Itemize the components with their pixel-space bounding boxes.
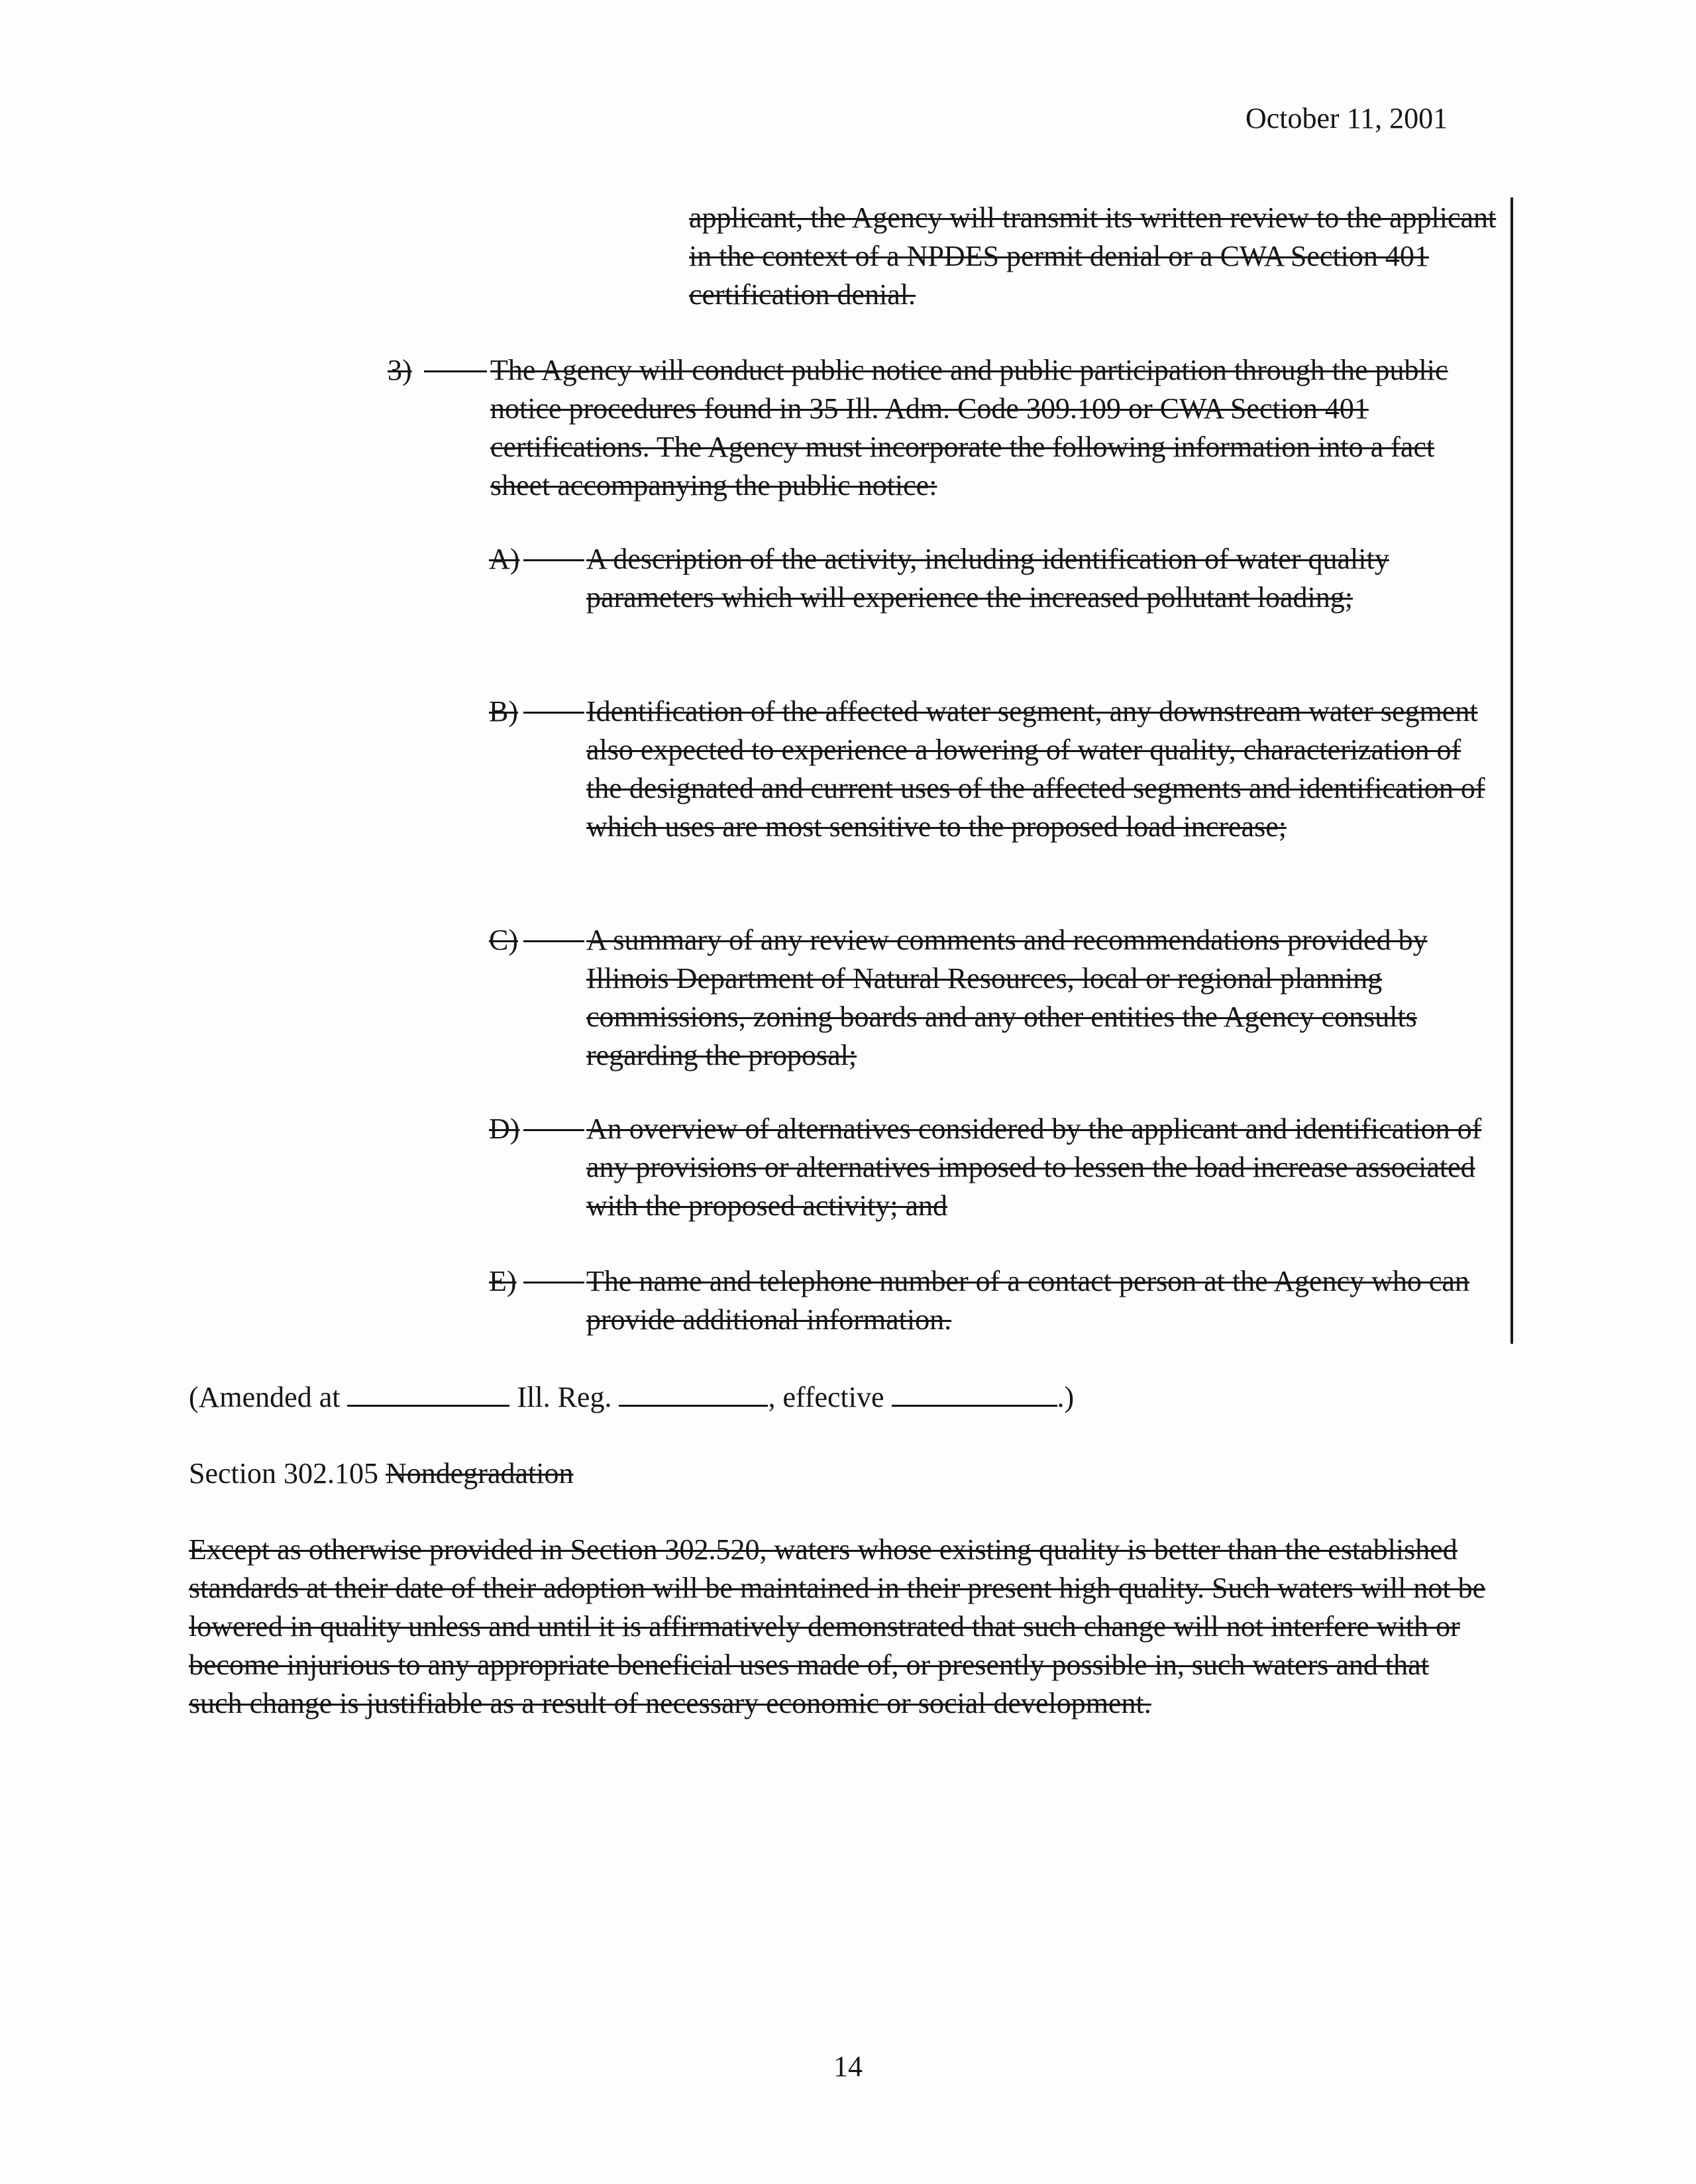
subitem-text: An overview of alternatives considered by the applicant and identification of any provisions or alternatives imposed to lessen the load increase associated with the proposed activity; and bbox=[586, 1113, 1482, 1222]
section-title: Nondegradation bbox=[385, 1457, 574, 1490]
subitem-label: D) bbox=[489, 1113, 520, 1145]
leader-line bbox=[523, 1129, 584, 1131]
section-number: Section 302.105 bbox=[189, 1457, 378, 1490]
leader-line bbox=[523, 1282, 584, 1283]
amended-blank-1 bbox=[347, 1378, 509, 1407]
page-number: 14 bbox=[833, 2050, 863, 2083]
revision-change-bar bbox=[1510, 197, 1513, 1344]
item-text: The Agency will conduct public notice and public participation through the public notice procedures found in 35 Ill. Adm. Code 309.109 or CWA Section 401 certifications. The Agency must incorporate the following information into a fact sheet accompanying the public notice: bbox=[490, 354, 1448, 502]
amended-blank-2 bbox=[619, 1378, 768, 1407]
continuation-paragraph: applicant, the Agency will transmit its written review to the applicant in the context of a NPDES permit denial or a CWA Section 401 certification denial. bbox=[689, 201, 1497, 311]
subitem-text: A description of the activity, including identification of water quality parameters which will experience the increased pollutant loading; bbox=[586, 543, 1389, 614]
amendment-note bbox=[189, 1378, 1074, 1417]
subitem-text: A summary of any review comments and recommendations provided by Illinois Department of Natural Resources, local or regional planning commissions, zoning boards and any other entities the Agency consults regarding the proposal; bbox=[586, 924, 1428, 1071]
subitem-label: A) bbox=[489, 543, 520, 575]
subitem-label: B) bbox=[489, 695, 518, 728]
leader-line bbox=[523, 940, 584, 942]
subitem-text: Identification of the affected water segment, any downstream water segment also expected to experience a lowering of water quality, characterization of the designated and current uses of the affected segments and identification of which uses are most sensitive to the proposed load increase; bbox=[586, 695, 1485, 843]
leader-line bbox=[424, 370, 487, 372]
document-date: October 11, 2001 bbox=[1246, 102, 1448, 135]
subitem-label: C) bbox=[489, 924, 518, 956]
subitem-text: The name and telephone number of a contact person at the Agency who can provide additional information. bbox=[586, 1265, 1469, 1336]
subitem-label: E) bbox=[489, 1265, 517, 1297]
amended-effective-text: , effective bbox=[768, 1381, 884, 1413]
amended-close-text: .) bbox=[1057, 1381, 1075, 1413]
leader-line bbox=[523, 712, 584, 714]
amended-open-text: (Amended at bbox=[189, 1381, 341, 1413]
amended-reg-text: Ill. Reg. bbox=[517, 1381, 612, 1413]
section-heading bbox=[189, 1454, 573, 1493]
section-body: Except as otherwise provided in Section 302.520, waters whose existing quality is better than the established standards at their date of their adoption will be maintained in their present high quality. Such waters will not be lowered in quality unless and until it is affirmatively demonstrated that such change will not interfere with or become injurious to any appropriate beneficial uses made of, or presently possible in, such waters and that such change is justifiable as a result of necessary economic or social development. bbox=[189, 1533, 1486, 1720]
leader-line bbox=[523, 559, 584, 561]
amended-blank-3 bbox=[892, 1378, 1057, 1407]
item-number: 3) bbox=[388, 354, 412, 386]
